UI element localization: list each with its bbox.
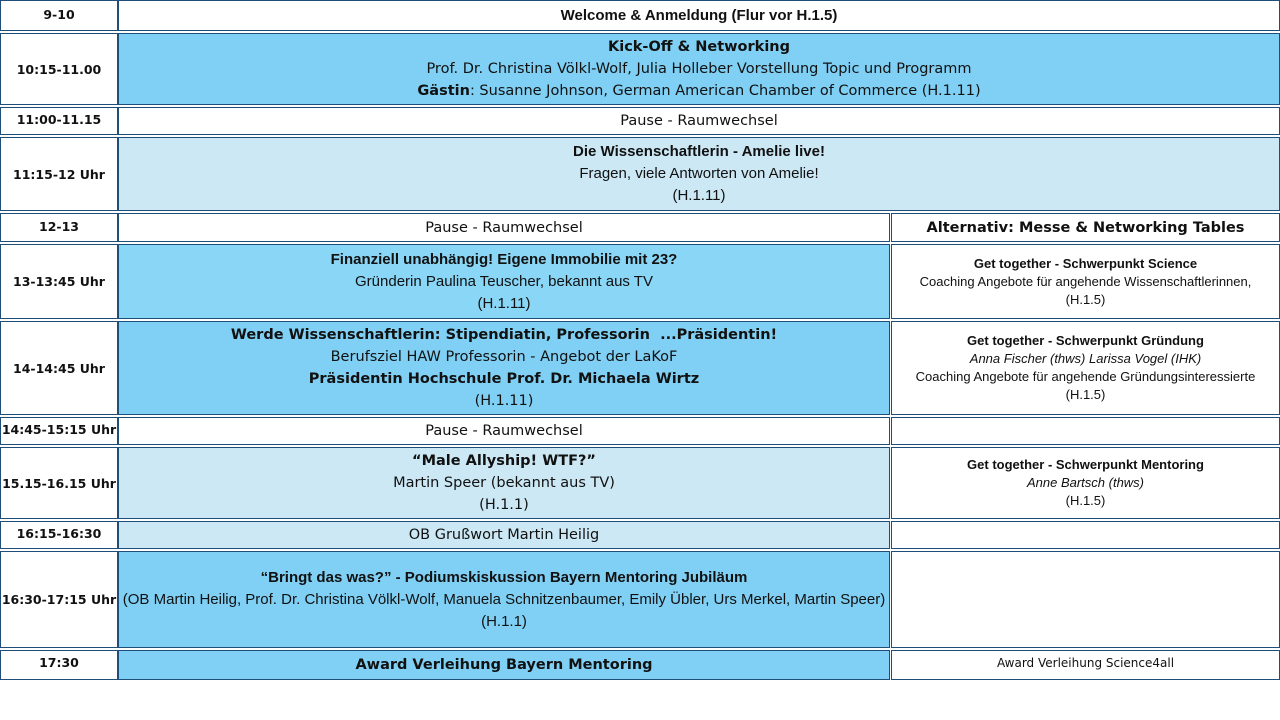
session-cell (118, 213, 890, 242)
alt-session-room: (H.1.5) (1065, 291, 1106, 307)
alt-session-room: (H.1.5) (1065, 387, 1106, 402)
guest-text: : Susanne Johnson, German American Chamber of Commerce (H.1.11) (469, 83, 981, 99)
session-room: (H.1.1) (479, 497, 529, 513)
time-cell (0, 213, 118, 242)
session-room: (H.1.11) (474, 393, 534, 409)
time-label: 11:00-11.15 (16, 112, 102, 127)
alt-session-room: (H.1.5) (1065, 493, 1106, 508)
alt-session-desc: Coaching Angebote für angehende Wissenschaftlerinnen, (919, 273, 1252, 289)
session-cell (118, 0, 1280, 31)
alt-session-host: Anne Bartsch (thws) (1026, 475, 1145, 490)
session-title: Kick-Off & Networking (607, 39, 790, 55)
session-speaker: Gründerin Paulina Teuscher, bekannt aus TV (355, 272, 653, 290)
session-cell (118, 107, 1280, 135)
session-speaker: Martin Speer (bekannt aus TV) (393, 475, 615, 491)
time-label: 9-10 (43, 7, 75, 22)
time-label: 13-13:45 Uhr (13, 274, 105, 289)
time-cell (0, 321, 118, 415)
time-cell (0, 33, 118, 105)
session-title: “Male Allyship! WTF?” (412, 453, 596, 469)
session-title: OB Grußwort Martin Heilig (408, 527, 600, 543)
time-cell (0, 521, 118, 549)
session-panelists: (OB Martin Heilig, Prof. Dr. Christina Völkl-Wolf, Manuela Schnitzenbaumer, Emily Übler, Urs Merkel, Martin Speer) (122, 590, 886, 608)
time-label: 12-13 (39, 219, 79, 234)
session-title: Pause - Raumwechsel (425, 423, 583, 439)
alt-session-desc: Coaching Angebote für angehende Gründungsinteressierte (915, 369, 1256, 384)
session-title: Pause - Raumwechsel (425, 219, 583, 236)
session-cell (118, 521, 890, 549)
session-room: (H.1.1) (481, 612, 527, 630)
session-title: Award Verleihung Bayern Mentoring (355, 657, 653, 673)
alt-session-cell-empty (891, 551, 1280, 648)
time-cell (0, 244, 118, 319)
session-speakers: Prof. Dr. Christina Völkl-Wolf, Julia Holleber Vorstellung Topic und Programm (426, 61, 972, 77)
session-title: Pause - Raumwechsel (620, 113, 778, 129)
alt-session-cell (891, 650, 1280, 680)
session-room: (H.1.11) (477, 294, 531, 312)
time-cell (0, 650, 118, 680)
time-cell (0, 447, 118, 519)
time-label: 17:30 (39, 655, 79, 670)
session-title: Die Wissenschaftlerin - Amelie live! (573, 143, 825, 160)
alt-session-cell-empty (891, 417, 1280, 445)
session-title: “Bringt das was?” - Podiumskiskussion Bayern Mentoring Jubiläum (260, 568, 748, 586)
time-label: 11:15-12 Uhr (13, 166, 105, 182)
session-subtitle: Berufsziel HAW Professorin - Angebot der LaKoF (330, 349, 678, 365)
time-cell (0, 0, 118, 31)
time-cell (0, 107, 118, 135)
alt-session-cell-empty (891, 521, 1280, 549)
alt-session-title: Get together - Schwerpunkt Science (973, 255, 1198, 271)
time-label: 15.15-16.15 Uhr (2, 475, 116, 491)
time-label: 14:45-15:15 Uhr (1, 422, 117, 437)
session-guest (417, 80, 980, 102)
session-speaker: Präsidentin Hochschule Prof. Dr. Michaela Wirtz (308, 371, 700, 387)
session-title: Finanziell unabhängig! Eigene Immobilie mit 23? (330, 250, 678, 268)
alt-session-title: Get together - Schwerpunkt Mentoring (967, 457, 1204, 472)
alt-session-cell (891, 213, 1280, 242)
session-subtitle: Fragen, viele Antworten von Amelie! (579, 165, 819, 182)
alt-session-cell (891, 447, 1280, 519)
time-label: 16:30-17:15 Uhr (1, 592, 117, 607)
session-cell (118, 137, 1280, 211)
alt-session-cell (891, 244, 1280, 319)
time-cell (0, 137, 118, 211)
alt-session-hosts: Anna Fischer (thws) Larissa Vogel (IHK) (969, 351, 1202, 366)
time-cell (0, 417, 118, 445)
session-cell (118, 417, 890, 445)
time-cell (0, 551, 118, 648)
session-cell (118, 650, 890, 680)
session-title: Werde Wissenschaftlerin: Stipendiatin, Professorin ...Präsidentin! (230, 327, 778, 343)
alt-session-title: Get together - Schwerpunkt Gründung (967, 333, 1204, 348)
alt-session-title: Award Verleihung Science4all (996, 656, 1175, 670)
session-cell (118, 321, 890, 415)
session-room: (H.1.11) (672, 187, 726, 204)
session-cell (118, 244, 890, 319)
session-cell (118, 33, 1280, 105)
session-cell (118, 551, 890, 648)
session-cell (118, 447, 890, 519)
time-label: 10:15-11.00 (16, 61, 102, 77)
session-title: Welcome & Anmeldung (Flur vor H.1.5) (560, 6, 838, 24)
time-label: 16:15-16:30 (16, 526, 102, 541)
guest-label: Gästin (417, 83, 470, 99)
alt-session-title: Alternativ: Messe & Networking Tables (926, 219, 1245, 236)
alt-session-cell (891, 321, 1280, 415)
time-label: 14-14:45 Uhr (13, 360, 105, 376)
